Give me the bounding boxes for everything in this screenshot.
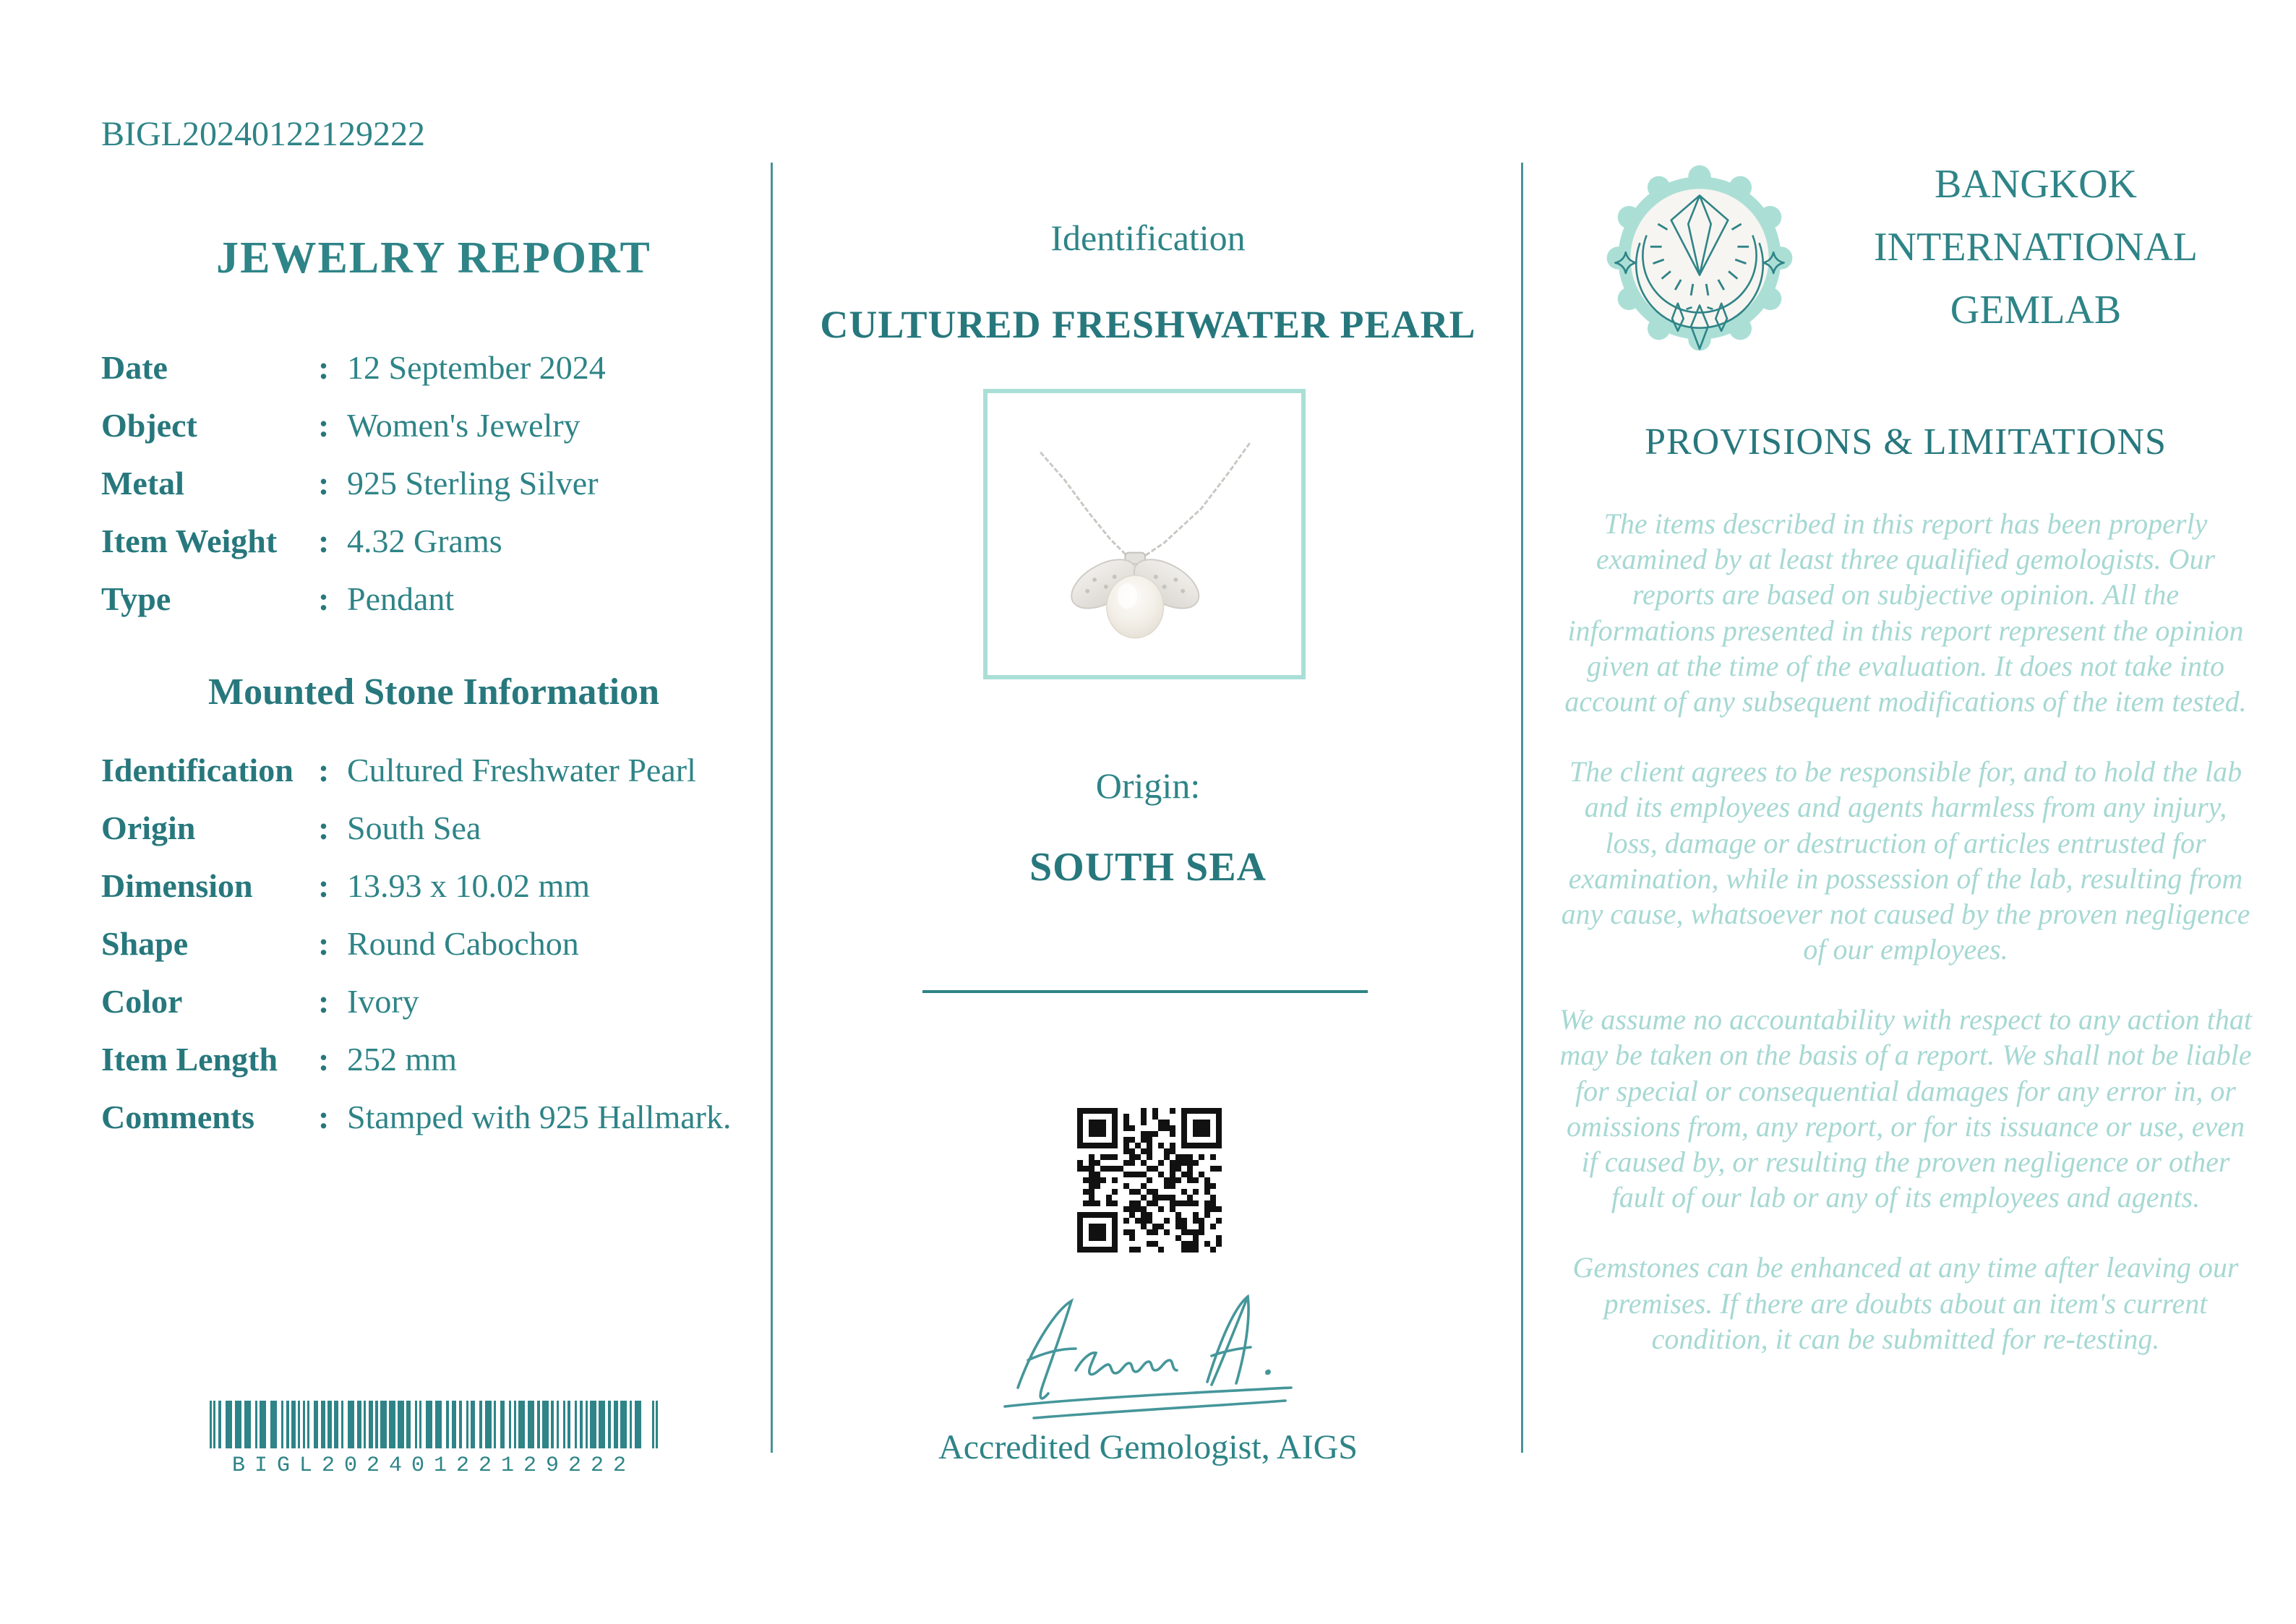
detail-value: 12 September 2024 xyxy=(347,348,606,386)
stone-row-comments xyxy=(101,1088,774,1146)
column-divider-right xyxy=(1521,163,1523,1453)
item-photo xyxy=(983,389,1306,679)
pendant-illustration xyxy=(988,393,1301,675)
detail-value: Round Cabochon xyxy=(347,924,579,962)
detail-label: Item Length xyxy=(101,1040,278,1078)
qr-code xyxy=(1077,1108,1222,1253)
lab-name xyxy=(1807,153,2264,341)
detail-row-object xyxy=(101,396,774,454)
detail-value: Ivory xyxy=(347,982,419,1020)
detail-row-item-weight xyxy=(101,512,774,570)
barcode xyxy=(210,1401,658,1478)
detail-row-metal xyxy=(101,454,774,512)
origin-label: Origin: xyxy=(1095,765,1201,806)
detail-label: Shape xyxy=(101,924,189,962)
provisions-text xyxy=(1559,506,2253,1391)
stone-row-shape xyxy=(101,914,774,972)
detail-label: Metal xyxy=(101,464,184,502)
colon-separator: : xyxy=(318,580,330,617)
colon-separator: : xyxy=(318,406,330,444)
detail-value: Cultured Freshwater Pearl xyxy=(347,751,696,789)
stone-row-origin xyxy=(101,799,774,856)
detail-row-type xyxy=(101,570,774,627)
signature-hashim xyxy=(990,1279,1308,1431)
detail-value: 13.93 x 10.02 mm xyxy=(347,867,591,904)
stone-details-list xyxy=(94,741,774,1146)
barcode-bars xyxy=(210,1401,658,1448)
page-title: JEWELRY REPORT xyxy=(216,233,651,283)
gemlab-logo-badge xyxy=(1605,163,1794,353)
colon-separator: : xyxy=(318,464,330,502)
detail-label: Item Weight xyxy=(101,522,278,559)
detail-value: 4.32 Grams xyxy=(347,522,502,559)
origin-divider-line xyxy=(922,990,1368,993)
detail-label: Date xyxy=(101,348,168,386)
origin-value: SOUTH SEA xyxy=(1029,845,1267,890)
stone-row-dimension xyxy=(101,856,774,914)
lab-name-line: GEMLAB xyxy=(1950,287,2122,332)
colon-separator: : xyxy=(318,348,330,386)
detail-value: 925 Sterling Silver xyxy=(347,464,599,502)
colon-separator: : xyxy=(318,982,330,1020)
provisions-paragraph: The client agrees to be responsible for, and to hold the lab and its employees and agents harmless from any injury, loss, damage or destruction of articles entrusted for examination, while in possession of the lab, resulting from any cause, whatsoever not caused by the proven negligence of our employees. xyxy=(1561,755,2250,966)
detail-label: Identification xyxy=(101,751,294,789)
barcode-text: BIGL20240122129222 xyxy=(231,1453,636,1478)
lab-name-line: INTERNATIONAL xyxy=(1874,224,2198,270)
detail-value: Stamped with 925 Hallmark. xyxy=(347,1098,732,1135)
provisions-heading: PROVISIONS & LIMITATIONS xyxy=(1645,421,2167,463)
report-number: BIGL20240122129222 xyxy=(101,115,425,153)
item-details-list xyxy=(94,338,774,627)
colon-separator: : xyxy=(318,751,330,789)
lab-name-line: BANGKOK xyxy=(1935,162,2137,207)
stone-row-identification xyxy=(101,741,774,799)
colon-separator: : xyxy=(318,924,330,962)
provisions-paragraph: The items described in this report has been properly examined by at least three qualified gemologists. Our reports are based on subjective opinion. All the informations presented in this report represent the opinion given at the time of the evaluation. It does not take into account of any subsequent modifications of the item tested. xyxy=(1564,507,2247,718)
signer-title: Accredited Gemologist, AIGS xyxy=(938,1428,1358,1466)
detail-value: Pendant xyxy=(347,580,455,617)
detail-label: Type xyxy=(101,580,171,617)
detail-label: Dimension xyxy=(101,867,253,904)
provisions-paragraph: We assume no accountability with respect to any action that may be taken on the basis of a report. We shall not be liable for special or consequential damages for any error in, or omissions from, any report, or for its issuance or use, even if caused by, or resulting the proven negligence or other fault of our lab or any of its employees and agents. xyxy=(1559,1003,2252,1214)
detail-label: Origin xyxy=(101,809,196,846)
identification-result: CULTURED FRESHWATER PEARL xyxy=(820,303,1476,346)
detail-value: 252 mm xyxy=(347,1040,458,1078)
detail-label: Object xyxy=(101,406,197,444)
stone-row-color xyxy=(101,972,774,1030)
colon-separator: : xyxy=(318,1040,330,1078)
stone-section-heading: Mounted Stone Information xyxy=(207,671,660,713)
colon-separator: : xyxy=(318,1098,330,1135)
detail-row-date xyxy=(101,338,774,396)
detail-value: Women's Jewelry xyxy=(347,406,581,444)
detail-value: South Sea xyxy=(347,809,481,846)
colon-separator: : xyxy=(318,809,330,846)
identification-heading: Identification xyxy=(1050,218,1246,258)
detail-label: Color xyxy=(101,982,183,1020)
detail-label: Comments xyxy=(101,1098,255,1135)
colon-separator: : xyxy=(318,867,330,904)
provisions-paragraph: Gemstones can be enhanced at any time after leaving our premises. If there are doubts about an item's current condition, it can be submitted for re-testing. xyxy=(1572,1251,2239,1355)
stone-row-item-length xyxy=(101,1030,774,1088)
colon-separator: : xyxy=(318,522,330,559)
